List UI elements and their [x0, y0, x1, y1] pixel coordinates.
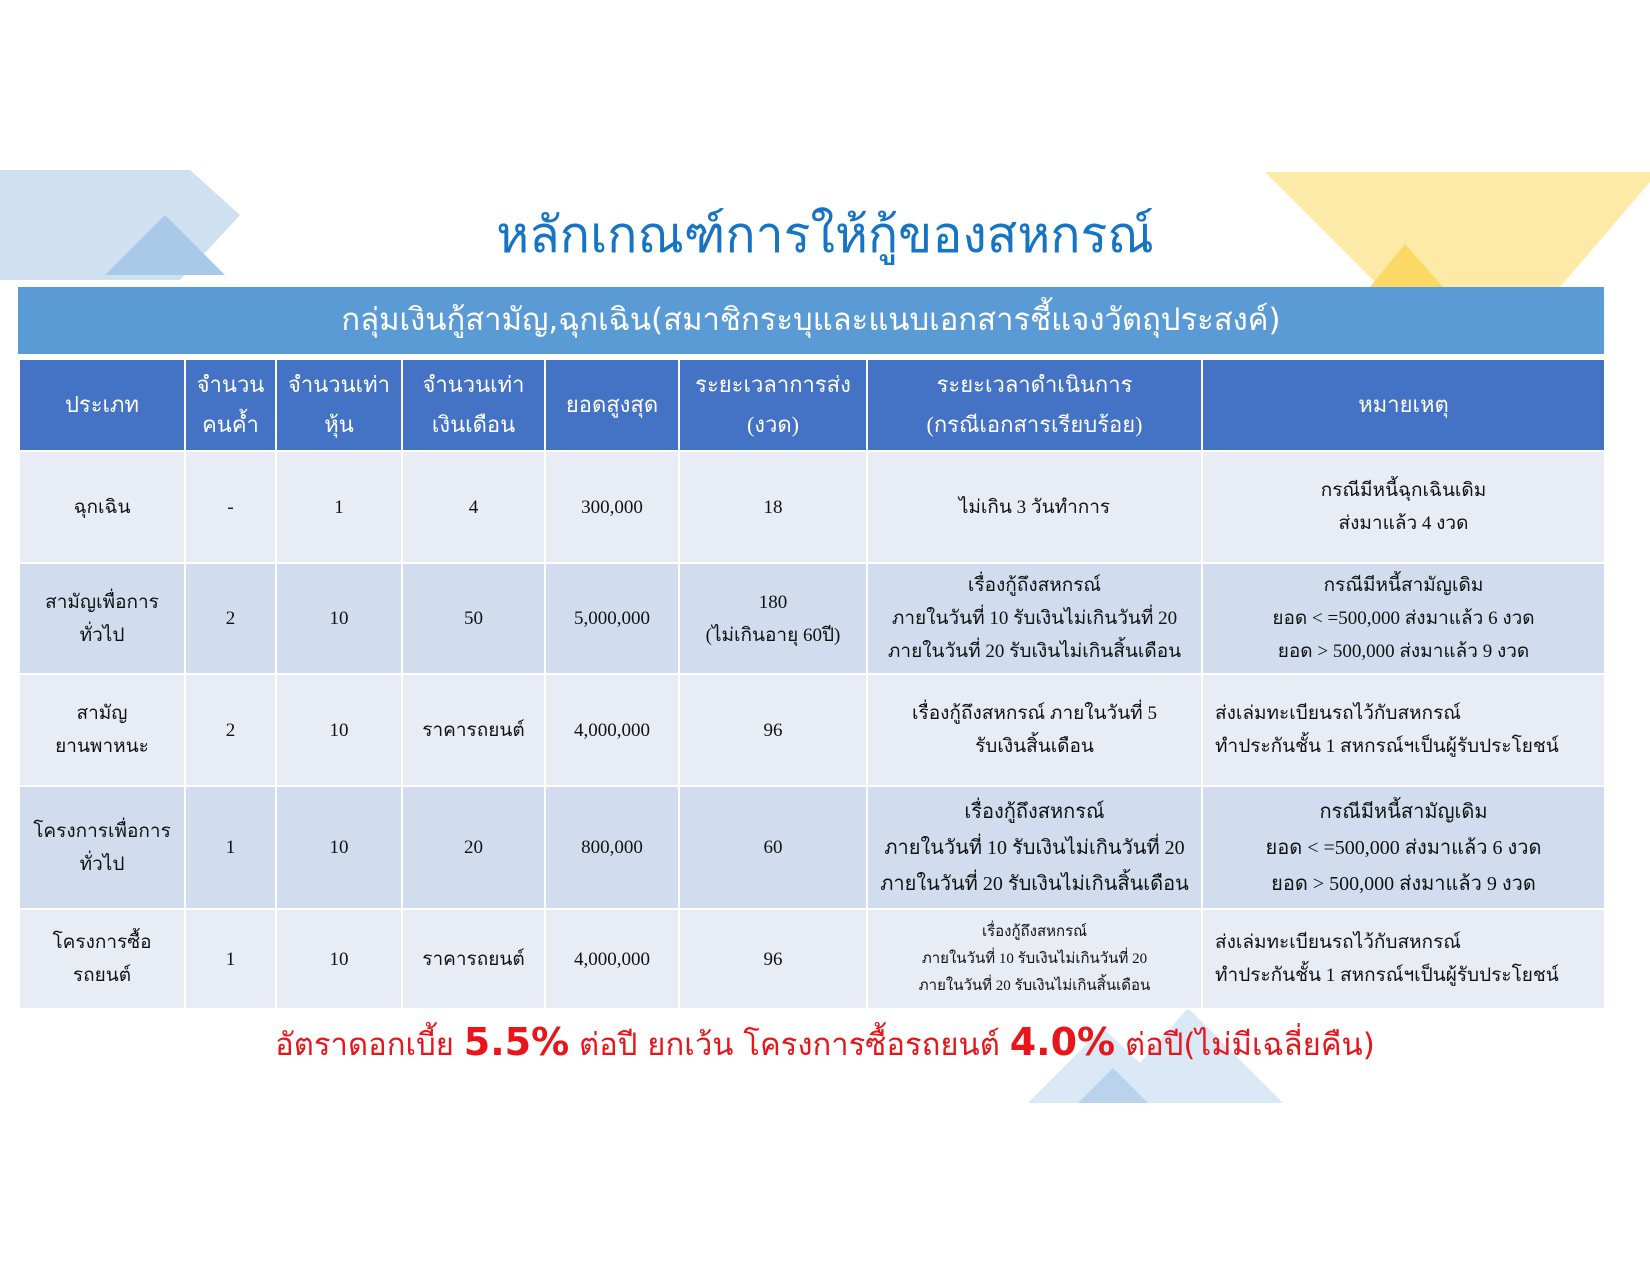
cell-share-multiple: 10: [276, 674, 402, 786]
page-title: หลักเกณฑ์การให้กู้ของสหกรณ์: [496, 206, 1154, 264]
cell-processing: ไม่เกิน 3 วันทำการ: [867, 451, 1202, 563]
cell-installments: 96: [679, 909, 867, 1009]
table-row-project-car: [19, 909, 1605, 1009]
cell-type: โครงการซื้อ รถยนต์: [19, 909, 185, 1009]
cell-share-multiple: 1: [276, 451, 402, 563]
cell-installments: 180 (ไม่เกินอายุ 60ปี): [679, 563, 867, 674]
header-type: ประเภท: [19, 359, 185, 451]
cell-share-multiple: 10: [276, 563, 402, 674]
interest-note-part3: ต่อปี(ไม่มีเฉลี่ยคืน): [1115, 1027, 1375, 1063]
cell-type: โครงการเพื่อการ ทั่วไป: [19, 786, 185, 909]
cell-guarantors: 2: [185, 674, 276, 786]
cell-type: สามัญเพื่อการ ทั่วไป: [19, 563, 185, 674]
cell-max-amount: 800,000: [545, 786, 679, 909]
interest-rate-car: 4.0%: [1009, 1020, 1116, 1064]
cell-installments: 18: [679, 451, 867, 563]
table-row-ordinary-vehicle: [19, 674, 1605, 786]
table-header-row: [19, 359, 1605, 451]
header-installments: ระยะเวลาการส่ง (งวด): [679, 359, 867, 451]
cell-remarks: กรณีมีหนี้สามัญเดิม ยอด < =500,000 ส่งมาแล้ว 6 งวด ยอด > 500,000 ส่งมาแล้ว 9 งวด: [1202, 786, 1605, 909]
cell-processing: เรื่องกู้ถึงสหกรณ์ ภายในวันที่ 10 รับเงินไม่เกินวันที่ 20 ภายในวันที่ 20 รับเงินไม่เกินสิ้นเดือน: [867, 909, 1202, 1009]
cell-processing: เรื่องกู้ถึงสหกรณ์ ภายในวันที่ 5 รับเงินสิ้นเดือน: [867, 674, 1202, 786]
cell-remarks: ส่งเล่มทะเบียนรถไว้กับสหกรณ์ ทำประกันชั้น 1 สหกรณ์ฯเป็นผู้รับประโยชน์: [1202, 909, 1605, 1009]
header-processing: ระยะเวลาดำเนินการ (กรณีเอกสารเรียบร้อย): [867, 359, 1202, 451]
cell-share-multiple: 10: [276, 786, 402, 909]
header-share-multiple: จำนวนเท่า หุ้น: [276, 359, 402, 451]
interest-note-part1: อัตราดอกเบี้ย: [275, 1027, 464, 1063]
cell-guarantors: 1: [185, 786, 276, 909]
cell-remarks: กรณีมีหนี้สามัญเดิม ยอด < =500,000 ส่งมาแล้ว 6 งวด ยอด > 500,000 ส่งมาแล้ว 9 งวด: [1202, 563, 1605, 674]
cell-max-amount: 5,000,000: [545, 563, 679, 674]
cell-installments: 96: [679, 674, 867, 786]
header-guarantors: จำนวน คนค้ำ: [185, 359, 276, 451]
cell-remarks: ส่งเล่มทะเบียนรถไว้กับสหกรณ์ ทำประกันชั้น 1 สหกรณ์ฯเป็นผู้รับประโยชน์: [1202, 674, 1605, 786]
loan-criteria-table: [18, 358, 1606, 1010]
loan-group-banner: กลุ่มเงินกู้สามัญ,ฉุกเฉิน(สมาชิกระบุและแนบเอกสารชี้แจงวัตถุประสงค์): [18, 287, 1604, 354]
cell-max-amount: 300,000: [545, 451, 679, 563]
cell-type: ฉุกเฉิน: [19, 451, 185, 563]
cell-max-amount: 4,000,000: [545, 909, 679, 1009]
header-max-amount: ยอดสูงสุด: [545, 359, 679, 451]
header-remarks: หมายเหตุ: [1202, 359, 1605, 451]
table-row-emergency: [19, 451, 1605, 563]
cell-guarantors: 2: [185, 563, 276, 674]
cell-guarantors: -: [185, 451, 276, 563]
cell-max-amount: 4,000,000: [545, 674, 679, 786]
cell-remarks: กรณีมีหนี้ฉุกเฉินเดิม ส่งมาแล้ว 4 งวด: [1202, 451, 1605, 563]
cell-processing: เรื่องกู้ถึงสหกรณ์ ภายในวันที่ 10 รับเงินไม่เกินวันที่ 20 ภายในวันที่ 20 รับเงินไม่เกินสิ้นเดือน: [867, 563, 1202, 674]
cell-salary-multiple: ราคารถยนต์: [402, 909, 545, 1009]
cell-salary-multiple: 50: [402, 563, 545, 674]
cell-installments: 60: [679, 786, 867, 909]
cell-salary-multiple: 4: [402, 451, 545, 563]
cell-guarantors: 1: [185, 909, 276, 1009]
cell-share-multiple: 10: [276, 909, 402, 1009]
table-row-ordinary-general: [19, 563, 1605, 674]
cell-salary-multiple: ราคารถยนต์: [402, 674, 545, 786]
interest-rate-note: [0, 1020, 1650, 1067]
header-salary-multiple: จำนวนเท่า เงินเดือน: [402, 359, 545, 451]
interest-rate-general: 5.5%: [463, 1020, 570, 1064]
table-row-project-general: [19, 786, 1605, 909]
interest-note-part2: ต่อปี ยกเว้น โครงการซื้อรถยนต์: [569, 1027, 1010, 1063]
cell-salary-multiple: 20: [402, 786, 545, 909]
cell-processing: เรื่องกู้ถึงสหกรณ์ ภายในวันที่ 10 รับเงินไม่เกินวันที่ 20 ภายในวันที่ 20 รับเงินไม่เกินสิ้นเดือน: [867, 786, 1202, 909]
cell-type: สามัญ ยานพาหนะ: [19, 674, 185, 786]
